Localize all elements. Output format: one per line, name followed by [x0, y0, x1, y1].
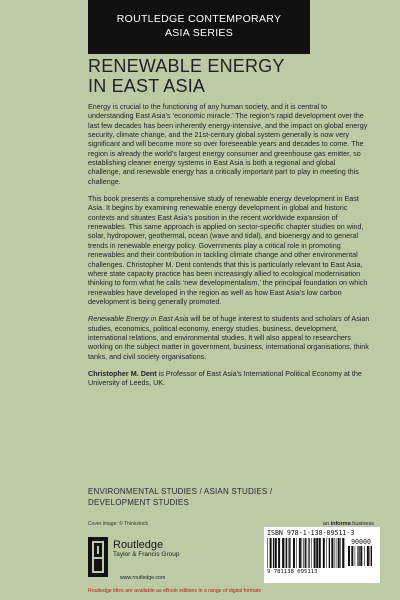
publisher-name: Routledge	[113, 539, 164, 551]
book-title-italic: Renewable Energy in East Asia	[88, 314, 189, 324]
blurb-paragraph-3-text: will be of huge interest to students and scholars of Asian studies, economics, political economy, energy studies, business, development, international relations, and environmental studies. It will also appeal to researchers working on the subject matter in government, business, international organisations, think tanks, and civil society organisations.	[88, 314, 370, 361]
subject-line-1: ENVIRONMENTAL STUDIES / ASIAN STUDIES /	[88, 487, 273, 496]
blurb-paragraph-2: This book presents a comprehensive study of renewable energy development in East Asia. It begins by examining renewable energy development in global and historic contexts and situates East Asia’s position in the recent worldwide expansion of renewables. This same approach is applied on sector-specific chapter studies on wind, solar, hydropower, geothermal, ocean (wave and tidal), and bioenergy and to general trends in renewable energy policy. Governments play a critical role in promoting renewables and their contribution in tackling climate change and other environmental challenges. Christopher M. Dent contends that this is particularly relevant to East Asia, where state capacity practice has been increasingly allied to ecological modernisation thinking to form what he calls ‘new developmentalism,’ the principal foundation on which renewables have developed in the region as well as how East Asia’s low carbon development is being generally promoted.	[88, 194, 368, 306]
subject-categories	[88, 487, 338, 508]
routledge-logo-icon	[88, 537, 108, 577]
barcode-main-icon	[267, 538, 345, 568]
blurb-paragraph-1: Energy is crucial to the functioning of any human society, and it is central to understanding East Asia’s ‘economic miracle.’ The region’s rapid development over the last few decades has been inherently energy-intensive, and the impact on global energy security, climate change, and the 21st-century global system generally is now very significant and will become more so over foreseeable years and decades to come. The region is already the world’s largest energy consumer and greenhouse gas emitter, so establishing cleaner energy systems in East Asia is both a regional and global challenge, and renewable energy has a critically important part to play in meeting this challenge.	[88, 102, 368, 186]
publisher-url: www.routledge.com	[120, 575, 166, 581]
informa-prefix: an	[322, 521, 331, 527]
isbn-text: ISBN 978-1-138-09511-3	[267, 529, 355, 537]
barcode-digits: 9 781138 095113	[267, 569, 318, 575]
subject-line-2: DEVELOPMENT STUDIES	[88, 497, 190, 507]
author-name: Christopher M. Dent	[88, 368, 157, 378]
blurb-text	[88, 102, 370, 388]
series-label-box	[88, 0, 310, 54]
book-title-line-1: RENEWABLE ENERGY	[88, 56, 285, 76]
informa-suffix: business	[350, 521, 374, 527]
author-bio	[88, 369, 370, 388]
informa-brand: informa	[330, 521, 351, 527]
price-code: 90000	[351, 538, 371, 546]
ebook-availability-note: Routledge titles are available as eBook editions in a range of digital formats	[88, 588, 262, 594]
series-line-2: ASIA SERIES	[164, 27, 234, 39]
series-line-1: ROUTLEDGE CONTEMPORARY	[116, 13, 282, 25]
author-bio-text: is Professor of East Asia’s International Political Economy at the University of Leeds, UK.	[88, 368, 362, 388]
book-title	[88, 56, 368, 96]
publisher-group: Taylor & Francis Group	[113, 551, 180, 558]
blurb-paragraph-3	[88, 314, 370, 361]
book-title-line-2: IN EAST ASIA	[88, 76, 206, 96]
cover-image-credit: Cover image: © Thinkstock	[88, 521, 149, 527]
barcode-addon-icon	[348, 546, 374, 566]
isbn-barcode-box	[264, 527, 380, 583]
